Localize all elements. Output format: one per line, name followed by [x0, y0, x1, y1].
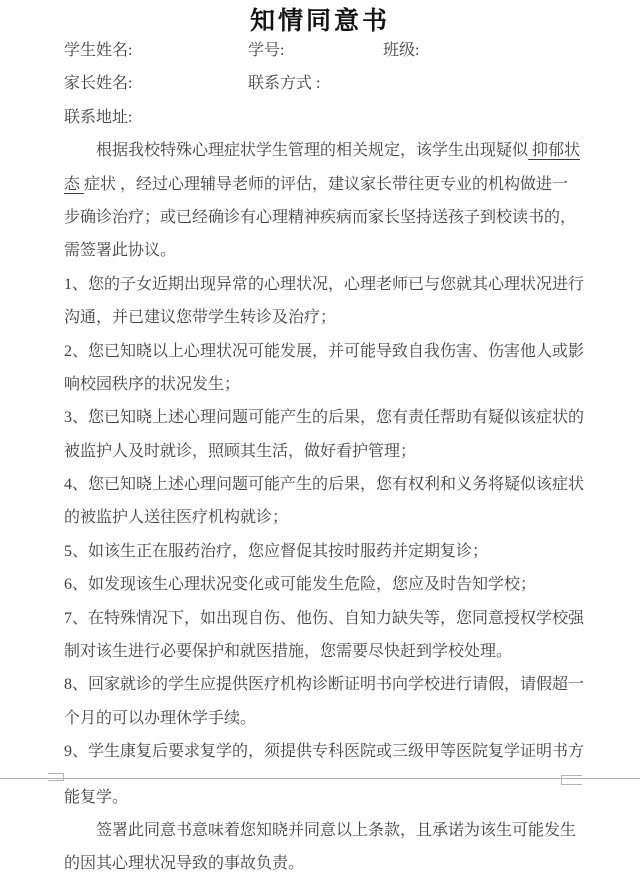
document-line: [0, 168, 640, 201]
line-text: 响校园秩序的状况发生；: [64, 375, 241, 393]
student-id-label: 学号:: [248, 42, 285, 59]
page-margin-mark-left: [48, 773, 64, 781]
line-text: 7、在特殊情况下，如出现自伤、他伤、自知力缺失等，您同意授权学校强: [64, 609, 585, 627]
document-line: [0, 201, 640, 234]
underlined-fill-in-text: 抑郁状: [528, 142, 581, 160]
document-line: [0, 335, 640, 368]
document-line: [0, 301, 640, 334]
document-line: [0, 668, 640, 701]
document-line: [0, 735, 640, 768]
line-text: 9、学生康复后要求复学的，须提供专科医院或三级甲等医院复学证明书方: [64, 743, 585, 761]
document-line: [0, 847, 640, 872]
line-text: 的因其心理状况导致的事故负责。: [64, 855, 305, 872]
page-boundary-line: [0, 778, 640, 779]
document-line: [0, 368, 640, 401]
line-text: 的被监护人送往医疗机构就诊；: [64, 509, 289, 527]
underlined-fill-in-text: 态: [64, 175, 85, 193]
document-line: [0, 435, 640, 468]
header-row-3: [0, 101, 640, 134]
line-text: 8、回家就诊的学生应提供医疗机构诊断证明书向学校进行请假，请假超一: [64, 676, 585, 694]
document-body: [0, 134, 640, 872]
document-line: [0, 501, 640, 534]
header-row-1: [0, 34, 640, 67]
document-line: [0, 535, 640, 568]
document-line: [0, 602, 640, 635]
document-line: [0, 702, 640, 735]
line-text: 制对该生进行必要保护和就医措施，您需要尽快赶到学校处理。: [64, 643, 513, 661]
document-line: [0, 234, 640, 267]
line-text: 根据我校特殊心理症状学生管理的相关规定，该学生出现疑似: [96, 142, 529, 160]
line-text: 沟通，并已建议您带学生转诊及治疗；: [64, 309, 337, 327]
document-line: [0, 568, 640, 601]
document-line: [0, 635, 640, 668]
line-text: 需签署此协议。: [64, 242, 177, 260]
line-text: 3、您已知晓上述心理问题可能产生的后果，您有责任帮助有疑似该症状的: [64, 409, 585, 427]
line-text: 签署此同意书意味着您知晓并同意以上条款，且承诺为该生可能发生: [96, 821, 577, 839]
document-line: [0, 401, 640, 434]
line-text: 症状 ，经过心理辅导老师的评估，建议家长带往更专业的机构做进一: [84, 175, 569, 193]
address-label: 联系地址:: [64, 108, 133, 126]
document-line: [0, 814, 640, 847]
document-line: [0, 134, 640, 167]
line-text: 被监护人及时就诊，照顾其生活，做好看护管理；: [64, 442, 417, 460]
line-text: 5、如该生正在服药治疗，您应督促其按时服药并定期复诊；: [64, 542, 489, 560]
line-text: 2、您已知晓以上心理状况可能发展，并可能导致自我伤害、伤害他人或影: [64, 342, 585, 360]
contact-label: 联系方式 :: [248, 75, 321, 93]
page-margin-mark-right: [561, 775, 582, 785]
header-row-2: [0, 67, 640, 100]
document-page: [0, 8, 640, 872]
line-text: 4、您已知晓上述心理问题可能产生的后果，您有权利和义务将疑似该症状: [64, 476, 585, 494]
line-text: 步确诊治疗；或已经确诊有心理精神疾病而家长坚持送孩子到校读书的，: [64, 208, 577, 226]
student-name-label: 学生姓名:: [64, 42, 133, 59]
document-line: [0, 468, 640, 501]
line-text: 个月的可以办理休学手续。: [64, 709, 257, 727]
line-text: 能复学。: [64, 788, 129, 806]
class-label: 班级:: [383, 42, 420, 59]
page-title: 知情同意书: [249, 7, 390, 35]
document-line: [0, 268, 640, 301]
line-text: 1、您的子女近期出现异常的心理状况，心理老师已与您就其心理状况进行: [64, 275, 585, 293]
line-text: 6、如发现该生心理状况变化或可能发生危险，您应及时告知学校；: [64, 576, 537, 594]
document-line: [0, 781, 640, 814]
parent-name-label: 家长姓名:: [64, 75, 133, 93]
